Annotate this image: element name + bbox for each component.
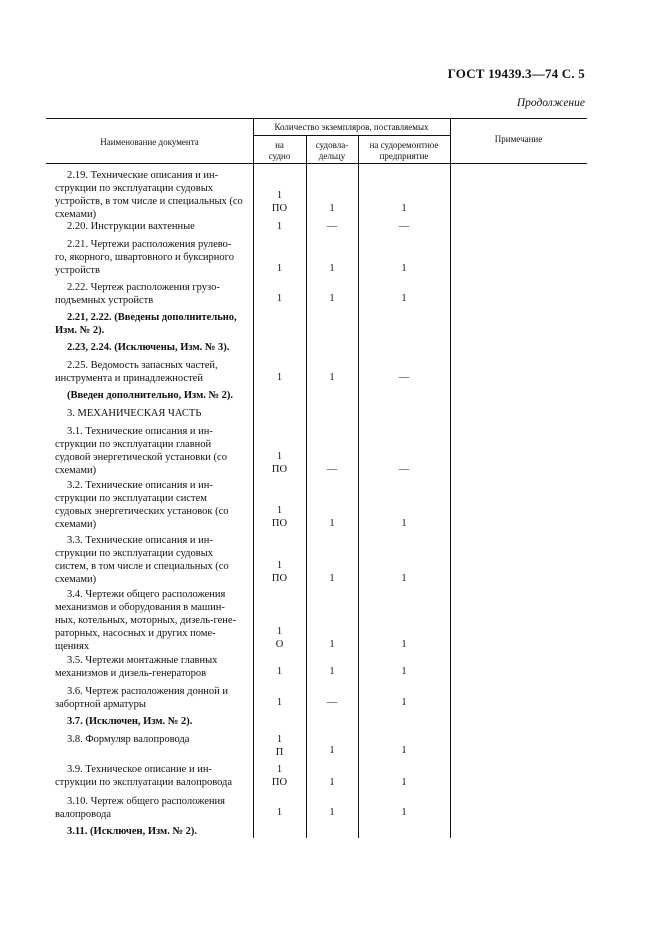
- qty-shipowner: 1: [329, 293, 335, 304]
- header-note: Примечание: [494, 134, 543, 144]
- row-name: 3.5. Чертежи монтажные главных механизмов и дизель-генераторов: [55, 655, 218, 679]
- qty-ship: 1: [276, 263, 283, 274]
- qty-repair-yard: 1: [401, 263, 407, 274]
- row-name: 3.8. Формуляр валопровода: [67, 734, 190, 745]
- header-to-ship: на судно: [268, 140, 291, 161]
- row-name: 2.22. Чертеж расположения грузо- подъемных устройств: [55, 282, 220, 306]
- qty-shipowner: 1: [329, 807, 335, 818]
- row-name: 2.19. Технические описания и ин- струкции по эксплуатации судовых устройств, в том числе и специальных (со схемами): [55, 170, 243, 220]
- qty-repair-yard: —: [398, 464, 410, 475]
- qty-ship: 1: [276, 807, 283, 818]
- row-name: 3.11. (Исключен, Изм. № 2).: [67, 826, 198, 837]
- qty-repair-yard: 1: [401, 293, 407, 304]
- col-divider-4: [450, 118, 451, 838]
- header-to-repair-yard: на судоремонтное предприятие: [369, 140, 439, 161]
- qty-ship: 1 ПО: [271, 505, 288, 529]
- qty-repair-yard: 1: [401, 666, 407, 677]
- qty-shipowner: 1: [329, 203, 335, 214]
- qty-ship: 1 ПО: [271, 451, 288, 475]
- qty-repair-yard: 1: [401, 639, 407, 650]
- row-name: 3.9. Техническое описание и ин- струкции по эксплуатации валопровода: [55, 764, 233, 788]
- qty-ship: 1: [276, 697, 283, 708]
- row-name: 2.21, 2.22. (Введены дополнительно, Изм. № 2).: [55, 312, 237, 336]
- qty-repair-yard: 1: [401, 203, 407, 214]
- row-name: 2.21. Чертежи расположения рулево- го, якорного, швартовного и буксирного устройств: [55, 239, 234, 276]
- qty-ship: 1: [276, 293, 283, 304]
- section-heading: 3. МЕХАНИЧЕСКАЯ ЧАСТЬ: [67, 408, 202, 419]
- qty-ship: 1 ПО: [271, 560, 288, 584]
- group-header-rule: [253, 135, 450, 136]
- qty-repair-yard: —: [398, 221, 410, 232]
- qty-repair-yard: 1: [401, 573, 407, 584]
- qty-shipowner: 1: [329, 573, 335, 584]
- qty-shipowner: 1: [329, 372, 335, 383]
- row-name: 3.2. Технические описания и ин- струкции по эксплуатации систем судовых энергетических установок (со схемами): [55, 480, 229, 530]
- qty-shipowner: 1: [329, 518, 335, 529]
- header-copies-group: Количество экземпляров, поставляемых: [274, 122, 429, 132]
- qty-repair-yard: 1: [401, 697, 407, 708]
- qty-shipowner: —: [326, 464, 338, 475]
- qty-repair-yard: 1: [401, 807, 407, 818]
- qty-ship: 1 П: [275, 734, 284, 758]
- table-top-rule: [46, 118, 587, 119]
- qty-ship: 1 ПО: [271, 764, 288, 788]
- row-name: 3.6. Чертеж расположения донной и забортной арматуры: [55, 686, 229, 710]
- col-divider-2: [306, 135, 307, 838]
- qty-shipowner: —: [326, 221, 338, 232]
- qty-repair-yard: —: [398, 372, 410, 383]
- qty-shipowner: 1: [329, 745, 335, 756]
- row-name: 3.4. Чертежи общего расположения механизмов и оборудования в машин- ных, котельных, моторных, дизель-гене- раторных, насосных и других поме- щениях: [55, 589, 237, 652]
- row-name: 3.3. Технические описания и ин- струкции по эксплуатации судовых систем, в том числе и специальных (со схемами): [55, 535, 229, 585]
- qty-repair-yard: 1: [401, 745, 407, 756]
- qty-shipowner: 1: [329, 666, 335, 677]
- qty-shipowner: 1: [329, 639, 335, 650]
- qty-ship: 1: [276, 372, 283, 383]
- qty-ship: 1 О: [275, 626, 284, 650]
- header-bottom-rule: [46, 163, 587, 164]
- header-to-shipowner: судовла- дельцу: [315, 140, 349, 161]
- row-name: 2.20. Инструкции вахтенные: [67, 221, 195, 232]
- row-name: 3.1. Технические описания и ин- струкции по эксплуатации главной судовой энергетической установки (со схемами): [55, 426, 227, 476]
- qty-repair-yard: 1: [401, 518, 407, 529]
- row-name: 3.10. Чертеж общего расположения валопровода: [55, 796, 225, 820]
- row-name: 3.7. (Исключен, Изм. № 2).: [67, 716, 193, 727]
- row-name: (Введен дополнительно, Изм. № 2).: [67, 390, 234, 401]
- col-divider-3: [358, 135, 359, 838]
- row-name: 2.25. Ведомость запасных частей, инструмента и принадлежностей: [55, 360, 218, 384]
- qty-ship: 1: [276, 666, 283, 677]
- qty-shipowner: —: [326, 697, 338, 708]
- page-header-standard: ГОСТ 19439.3—74 С. 5: [447, 66, 585, 81]
- continuation-label: Продолжение: [516, 97, 585, 109]
- qty-repair-yard: 1: [401, 777, 407, 788]
- qty-shipowner: 1: [329, 777, 335, 788]
- header-document-name: Наименование документа: [100, 137, 199, 147]
- qty-shipowner: 1: [329, 263, 335, 274]
- row-name: 2.23, 2.24. (Исключены, Изм. № 3).: [67, 342, 230, 353]
- qty-ship: 1: [276, 221, 283, 232]
- qty-ship: 1 ПО: [271, 190, 288, 214]
